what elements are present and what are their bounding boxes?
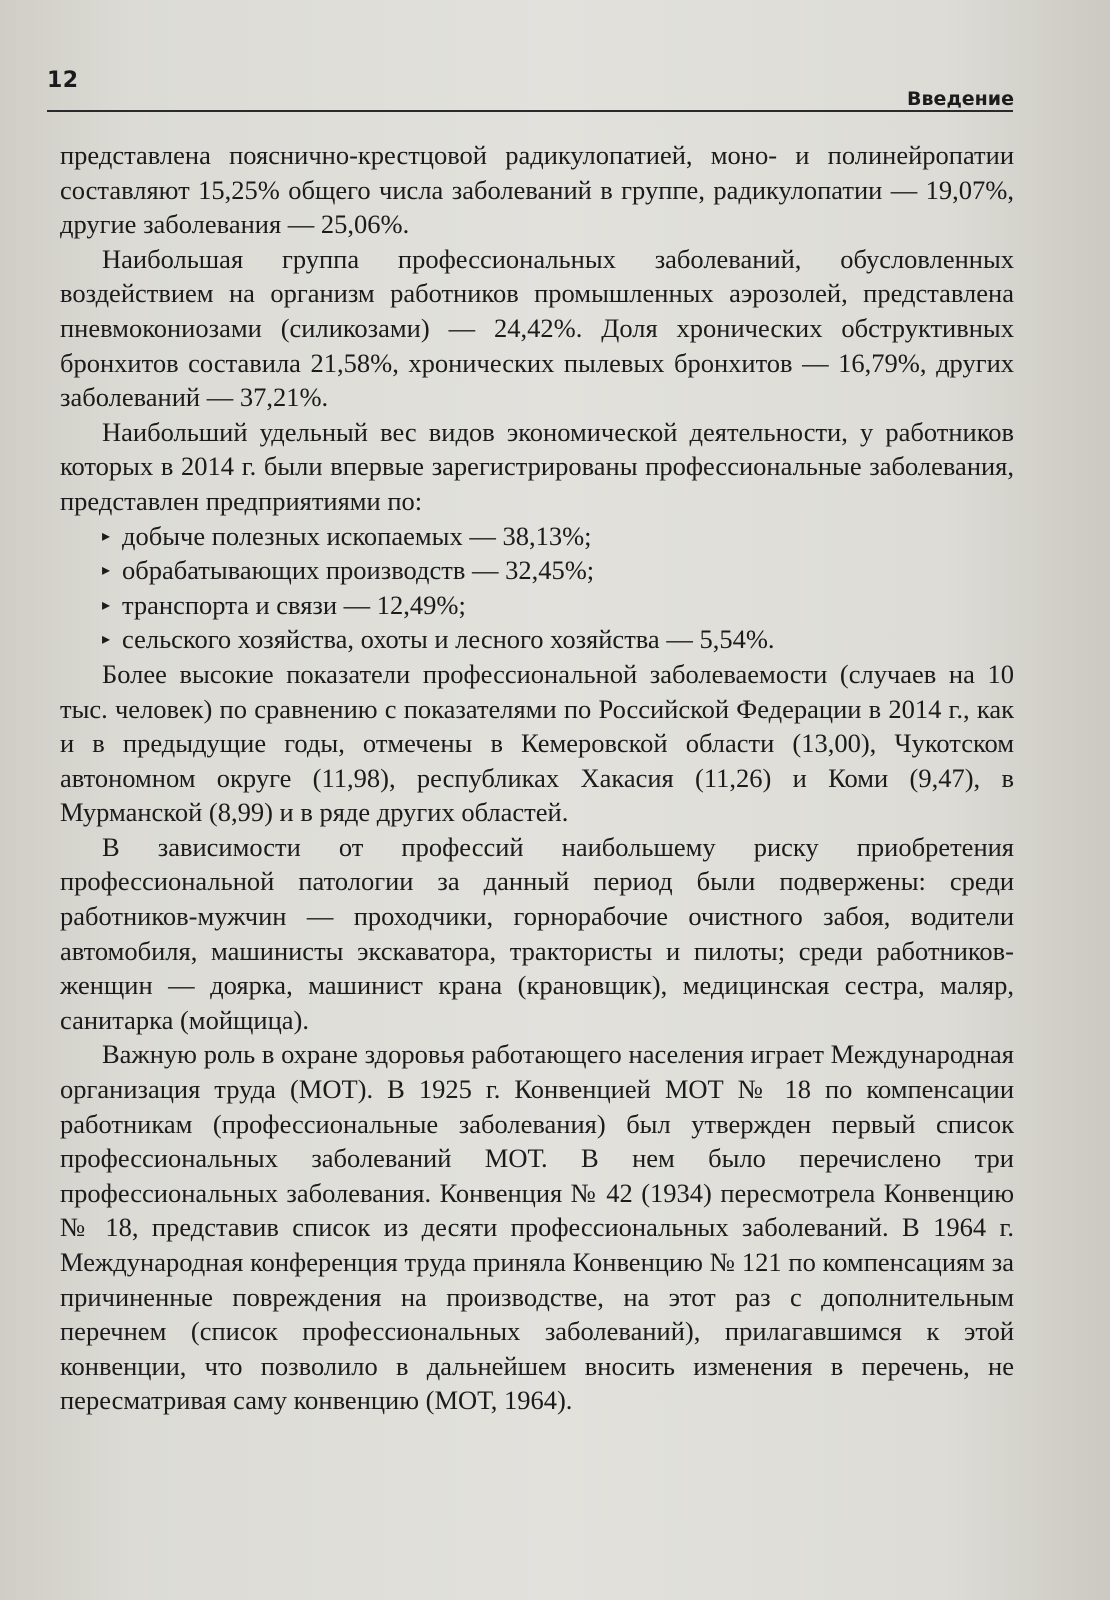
paragraph-regional-rates: Более высокие показатели профессиональной заболеваемости (случаев на 10 тыс. человек) по сравнению с показателями по Российской Федерации в 2014 г., как и в предыдущие годы, отмечены в Кемеровской области (13,00), Чукотском автономном округе (11,98), республиках Хакасия (11,26) и Коми (9,47), в Мурманской (8,99) и в ряде других областей. — [60, 658, 1014, 828]
list-item-text: добыче полезных ископаемых — 38,13%; — [122, 520, 592, 551]
paragraph-ilo: Важную роль в охране здоровья работающего населения играет Международная организация труда (МОТ). В 1925 г. Конвенцией МОТ № 18 по компенсации работникам (профессиональные заболевания) был утвержден первый список профессиональных заболеваний МОТ. В нем было перечислено три профессиональных заболевания. Конвенция № 42 (1934) пересмотрела Конвенцию № 18, представив список из десяти профессиональных заболеваний. В 1964 г. Международная конференция труда приняла Конвенцию № 121 по компенсациям за причиненные повреждения на производстве, на этот раз с дополнительным перечнем (список профессиональных заболеваний), прилагавшимся к этой конвенции, что позволило в дальнейшем вносить изменения в перечень, не пересматривая саму конвенцию (МОТ, 1964). — [60, 1039, 1014, 1416]
paragraph-continuation: представлена пояснично-крестцовой радикулопатией, моно- и полинейропатии составляют 15,25% общего числа заболеваний в группе, радикулопатии — 19,07%, другие заболевания — 25,06%. — [60, 140, 1014, 240]
paragraph-professions-risk: В зависимости от профессий наибольшему риску приобретения профессиональной патологии за данный период были подвержены: среди работников-мужчин — проходчики, горнорабочие очистного забоя, водители автомобиля, машинисты экскаватора, трактористы и пилоты; среди работников-женщин — доярка, машинист крана (крановщик), медицинская сестра, маляр, санитарка (мойщица). — [60, 831, 1014, 1035]
list-item — [60, 588, 1014, 623]
triangle-bullet-icon: ▸ — [102, 629, 111, 649]
list-item — [60, 553, 1014, 588]
running-head: Введение — [907, 88, 1014, 110]
header-rule — [47, 110, 1013, 112]
page-number: 12 — [47, 68, 79, 93]
list-item — [60, 519, 1014, 554]
list-item — [60, 622, 1014, 657]
triangle-bullet-icon: ▸ — [102, 560, 111, 580]
body-text — [60, 138, 1014, 1418]
paragraph-industrial-aerosols: Наибольшая группа профессиональных заболеваний, обусловленных воздействием на организм работников промышленных аэрозолей, представлена пневмокониозами (силикозами) — 24,42%. Доля хронических обструктивных бронхитов составила 21,58%, хронических пылевых бронхитов — 16,79%, других заболеваний — 37,21%. — [60, 243, 1014, 413]
list-item-text: обрабатывающих производств — 32,45%; — [122, 555, 595, 586]
triangle-bullet-icon: ▸ — [102, 525, 111, 545]
triangle-bullet-icon: ▸ — [102, 594, 111, 614]
bullet-list — [60, 519, 1014, 657]
list-item-text: сельского хозяйства, охоты и лесного хозяйства — 5,54%. — [122, 624, 775, 655]
list-item-text: транспорта и связи — 12,49%; — [122, 589, 466, 620]
paragraph-economic-activity: Наибольший удельный вес видов экономической деятельности, у работников которых в 2014 г. были впервые зарегистрированы профессиональные заболевания, представлен предприятиями по: — [60, 416, 1014, 516]
